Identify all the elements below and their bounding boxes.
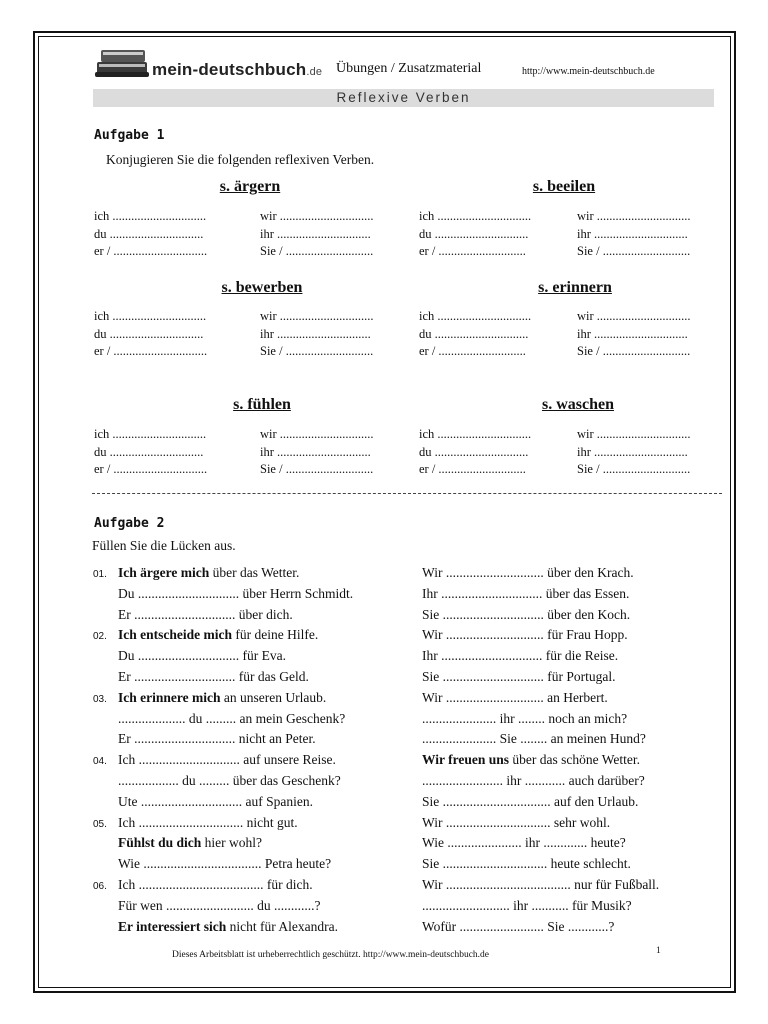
conjugation-line: Sie / ............................ bbox=[260, 344, 374, 358]
conjugation-line: wir .............................. bbox=[577, 209, 691, 223]
exercise-line bbox=[118, 856, 331, 872]
exercise-line bbox=[118, 627, 318, 643]
page-title: Reflexive Verben bbox=[336, 90, 471, 105]
aufgabe2-heading: Aufgabe 2 bbox=[94, 516, 165, 531]
verb-title: s. beeilen bbox=[532, 178, 596, 195]
exercise-line bbox=[422, 731, 646, 747]
exercise-text: Sie .............................. für Portugal. bbox=[422, 669, 616, 684]
header-subtitle: Übungen / Zusatzmaterial bbox=[336, 61, 482, 76]
exercise-text: Wir ............................. an Herbert. bbox=[422, 689, 608, 705]
exercise-text: Ich ..................................... für dich. bbox=[118, 877, 313, 892]
exercise-line bbox=[422, 565, 634, 581]
exercise-line bbox=[118, 898, 321, 914]
conjugation-line: du .............................. bbox=[94, 326, 204, 341]
exercise-bold: Er interessiert sich bbox=[118, 918, 227, 934]
footer-copyright: Dieses Arbeitsblatt ist urheberrechtlich geschützt. http://www.mein-deutschbuch.de bbox=[172, 950, 490, 960]
exercise-text: Ihr .............................. für die Reise. bbox=[422, 648, 619, 664]
exercise-line bbox=[118, 731, 316, 747]
exercise-line bbox=[422, 669, 616, 685]
conjugation-line: ich .............................. bbox=[94, 427, 207, 441]
exercise-text: Er .............................. über dich. bbox=[118, 606, 293, 622]
exercise-text: Für wen .......................... du ............? bbox=[118, 897, 321, 913]
exercise-text: an unseren Urlaub. bbox=[220, 689, 327, 705]
conjugation-line: ich .............................. bbox=[94, 209, 207, 223]
exercise-text: Er .............................. nicht an Peter. bbox=[118, 731, 316, 747]
exercise-line bbox=[118, 565, 299, 581]
exercise-line bbox=[422, 690, 608, 706]
exercise-text: .................... du ......... an mein Geschenk? bbox=[118, 710, 346, 726]
verb-title: s. ärgern bbox=[219, 178, 281, 195]
exercise-text: Du .............................. für Eva. bbox=[118, 648, 286, 664]
exercise-text: ........................ ihr ............ auch darüber? bbox=[422, 773, 645, 788]
conjugation-line: ich .............................. bbox=[419, 209, 532, 223]
conjugation-line: du .............................. bbox=[94, 444, 204, 459]
exercise-text: Sie ............................... heute schlecht. bbox=[422, 856, 631, 872]
exercise-text: Du .............................. über Herrn Schmidt. bbox=[118, 585, 354, 601]
verb-title: s. fühlen bbox=[233, 396, 291, 413]
exercise-text: Ich ............................... nicht gut. bbox=[118, 814, 298, 830]
verb-title: s. erinnern bbox=[538, 279, 612, 296]
exercise-text: ...................... ihr ........ noch an mich? bbox=[422, 710, 628, 726]
header-url: http://www.mein-deutschbuch.de bbox=[522, 66, 655, 77]
exercise-number: 02. bbox=[93, 631, 107, 643]
exercise-text: Ich .............................. auf unsere Reise. bbox=[118, 752, 336, 768]
exercise-line bbox=[422, 586, 629, 602]
exercise-line bbox=[118, 835, 262, 851]
page-number: 1 bbox=[656, 946, 661, 956]
exercise-text: nicht für Alexandra. bbox=[226, 918, 338, 934]
exercise-line bbox=[422, 856, 631, 872]
exercise-text: über das Wetter. bbox=[209, 565, 300, 580]
exercise-number: 04. bbox=[93, 756, 107, 768]
exercise-line bbox=[118, 711, 345, 727]
exercise-number: 01. bbox=[93, 569, 107, 580]
aufgabe2-instruction: Füllen Sie die Lücken aus. bbox=[92, 538, 236, 553]
exercise-text: Sie .............................. über den Koch. bbox=[422, 606, 631, 622]
exercise-bold: Ich ärgere mich bbox=[118, 565, 210, 580]
exercise-line bbox=[118, 586, 353, 602]
conjugation-line: er / .............................. bbox=[94, 344, 208, 358]
exercise-bold: Ich entscheide mich bbox=[118, 627, 232, 643]
section-divider bbox=[92, 493, 722, 494]
exercise-text: hier wohl? bbox=[201, 835, 263, 851]
conjugation-line: du .............................. bbox=[94, 226, 204, 241]
exercise-bold: Ich erinnere mich bbox=[118, 689, 221, 705]
exercise-line bbox=[118, 669, 309, 685]
exercise-bold: Wir freuen uns bbox=[422, 752, 510, 768]
conjugation-line: wir .............................. bbox=[260, 309, 374, 323]
conjugation-line: ihr .............................. bbox=[577, 326, 688, 341]
conjugation-line: Sie / ............................ bbox=[577, 462, 691, 476]
exercise-line bbox=[422, 877, 659, 893]
verb-title: s. waschen bbox=[541, 396, 614, 413]
exercise-line bbox=[118, 919, 338, 935]
conjugation-line: du .............................. bbox=[419, 226, 529, 241]
exercise-line bbox=[422, 919, 614, 935]
exercise-number: 05. bbox=[93, 818, 107, 830]
exercise-text: Wir ............................... sehr wohl. bbox=[422, 814, 611, 830]
conjugation-line: ihr .............................. bbox=[260, 226, 371, 241]
exercise-line bbox=[422, 773, 645, 789]
conjugation-line: ich .............................. bbox=[94, 309, 207, 323]
conjugation-line: du .............................. bbox=[419, 444, 529, 459]
exercise-text: .......................... ihr ........... für Musik? bbox=[422, 897, 632, 913]
conjugation-line: ich .............................. bbox=[419, 427, 532, 441]
exercise-text: für deine Hilfe. bbox=[232, 627, 319, 643]
conjugation-line: wir .............................. bbox=[260, 427, 374, 441]
conjugation-line: ihr .............................. bbox=[577, 444, 688, 459]
conjugation-line: ihr .............................. bbox=[577, 226, 688, 241]
exercise-number: 03. bbox=[93, 693, 107, 705]
conjugation-line: er / ............................ bbox=[419, 344, 526, 358]
exercise-text: Wie ...................... ihr ............. heute? bbox=[422, 835, 626, 851]
site-logo-text: mein-deutschbuch.de bbox=[152, 60, 323, 79]
exercise-text: über das schöne Wetter. bbox=[509, 752, 641, 768]
exercise-text: Wir ............................. über den Krach. bbox=[422, 565, 634, 580]
exercise-line bbox=[118, 773, 341, 789]
aufgabe1-heading: Aufgabe 1 bbox=[94, 128, 165, 143]
conjugation-line: er / .............................. bbox=[94, 244, 208, 258]
exercise-line bbox=[422, 835, 626, 851]
exercise-line bbox=[422, 794, 638, 810]
conjugation-line: ihr .............................. bbox=[260, 444, 371, 459]
conjugation-line: Sie / ............................ bbox=[577, 244, 691, 258]
conjugation-line: Sie / ............................ bbox=[577, 344, 691, 358]
conjugation-line: Sie / ............................ bbox=[260, 462, 374, 476]
conjugation-line: er / ............................ bbox=[419, 244, 526, 258]
books-logo-icon bbox=[95, 44, 151, 78]
conjugation-line: ich .............................. bbox=[419, 309, 532, 323]
conjugation-line: er / .............................. bbox=[94, 462, 208, 476]
conjugation-line: wir .............................. bbox=[260, 209, 374, 223]
exercise-text: Er .............................. für das Geld. bbox=[118, 669, 309, 684]
conjugation-line: wir .............................. bbox=[577, 427, 691, 441]
exercise-line bbox=[422, 648, 618, 664]
exercise-line bbox=[422, 898, 632, 914]
exercise-text: Ihr .............................. über das Essen. bbox=[422, 585, 630, 601]
exercise-text: Wir ..................................... nur für Fußball. bbox=[422, 877, 660, 892]
exercise-line bbox=[422, 711, 627, 727]
exercise-line bbox=[118, 752, 336, 768]
conjugation-line: wir .............................. bbox=[577, 309, 691, 323]
conjugation-line: ihr .............................. bbox=[260, 326, 371, 341]
exercise-line bbox=[422, 627, 628, 643]
verb-title: s. bewerben bbox=[221, 279, 303, 296]
exercise-line bbox=[118, 690, 326, 706]
exercise-text: Ute .............................. auf Spanien. bbox=[118, 793, 313, 809]
conjugation-line: Sie / ............................ bbox=[260, 244, 374, 258]
conjugation-line: er / ............................ bbox=[419, 462, 526, 476]
exercise-number: 06. bbox=[93, 881, 107, 892]
exercise-line bbox=[118, 815, 298, 831]
exercise-line bbox=[422, 815, 610, 831]
exercise-line bbox=[118, 648, 286, 664]
exercise-text: Wir ............................. für Frau Hopp. bbox=[422, 627, 628, 643]
exercise-line bbox=[118, 877, 313, 893]
conjugation-line: du .............................. bbox=[419, 326, 529, 341]
exercise-text: Wofür ......................... Sie ............? bbox=[422, 918, 615, 934]
exercise-text: ...................... Sie ........ an meinen Hund? bbox=[422, 731, 646, 747]
exercise-bold: Fühlst du dich bbox=[118, 835, 202, 851]
aufgabe1-instruction: Konjugieren Sie die folgenden reflexiven Verben. bbox=[106, 152, 375, 167]
exercise-line bbox=[422, 607, 630, 623]
exercise-text: .................. du ......... über das Geschenk? bbox=[118, 773, 341, 788]
exercise-line bbox=[118, 607, 293, 623]
exercise-text: Wie ................................... Petra heute? bbox=[118, 856, 332, 872]
exercise-line bbox=[118, 794, 313, 810]
exercise-line bbox=[422, 752, 640, 768]
exercise-text: Sie ................................ auf den Urlaub. bbox=[422, 793, 639, 809]
